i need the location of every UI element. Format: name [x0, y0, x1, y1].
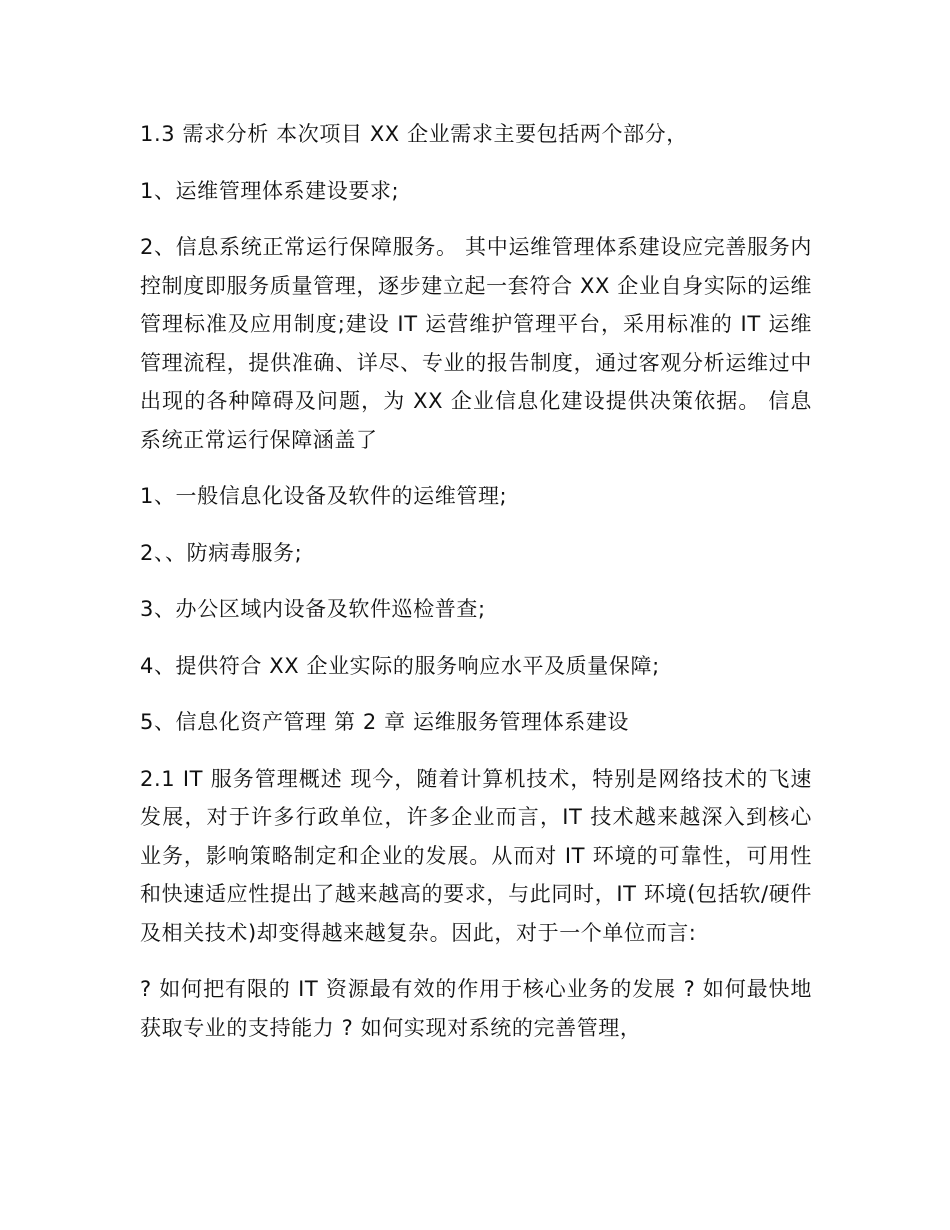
paragraph-questions: ? 如何把有限的 IT 资源最有效的作用于核心业务的发展 ? 如何最快地获取专业的支持能力 ? 如何实现对系统的完善管理， — [140, 977, 812, 1040]
document-page — [140, 115, 812, 1065]
paragraph-section-2-1-overview: 2.1 IT 服务管理概述 现今，随着计算机技术，特别是网络技术的飞速发展，对于许多行政单位，许多企业而言，IT 技术越来越深入到核心业务，影响策略制定和企业的发展。从而对 IT 环境的可靠性，可用性和快速适应性提出了越来越高的要求，与此同时，IT 环境(包括软/硬件及相关技术)却变得越来越复杂。因此，对于一个单位而言: — [140, 766, 812, 945]
paragraph-coverage-item-3: 3、办公区域内设备及软件巡检普查; — [140, 597, 486, 621]
paragraph-coverage-item-2: 2、、防病毒服务; — [140, 540, 303, 565]
paragraph-coverage-item-5-and-chapter-2: 5、信息化资产管理 第 2 章 运维服务管理体系建设 — [140, 710, 630, 734]
paragraph-item-2-requirement: 2、信息系统正常运行保障服务。 其中运维管理体系建设应完善服务内控制度即服务质量管理，逐步建立起一套符合 XX 企业自身实际的运维管理标准及应用制度;建设 IT 运营维护管理平台，采用标准的 IT 运维管理流程，提供准确、详尽、专业的报告制度，通过客观分析运维过中出现的各种障碍及问题，为 XX 企业信息化建设提供决策依据。 信息系统正常运行保障涵盖了 — [140, 235, 812, 452]
paragraph-coverage-item-1: 1、一般信息化设备及软件的运维管理; — [140, 484, 508, 508]
paragraph-coverage-item-4: 4、提供符合 XX 企业实际的服务响应水平及质量保障; — [140, 653, 660, 678]
paragraph-item-1-requirement: 1、运维管理体系建设要求; — [140, 178, 400, 203]
paragraph-section-1-3-heading: 1.3 需求分析 本次项目 XX 企业需求主要包括两个部分， — [140, 122, 688, 146]
